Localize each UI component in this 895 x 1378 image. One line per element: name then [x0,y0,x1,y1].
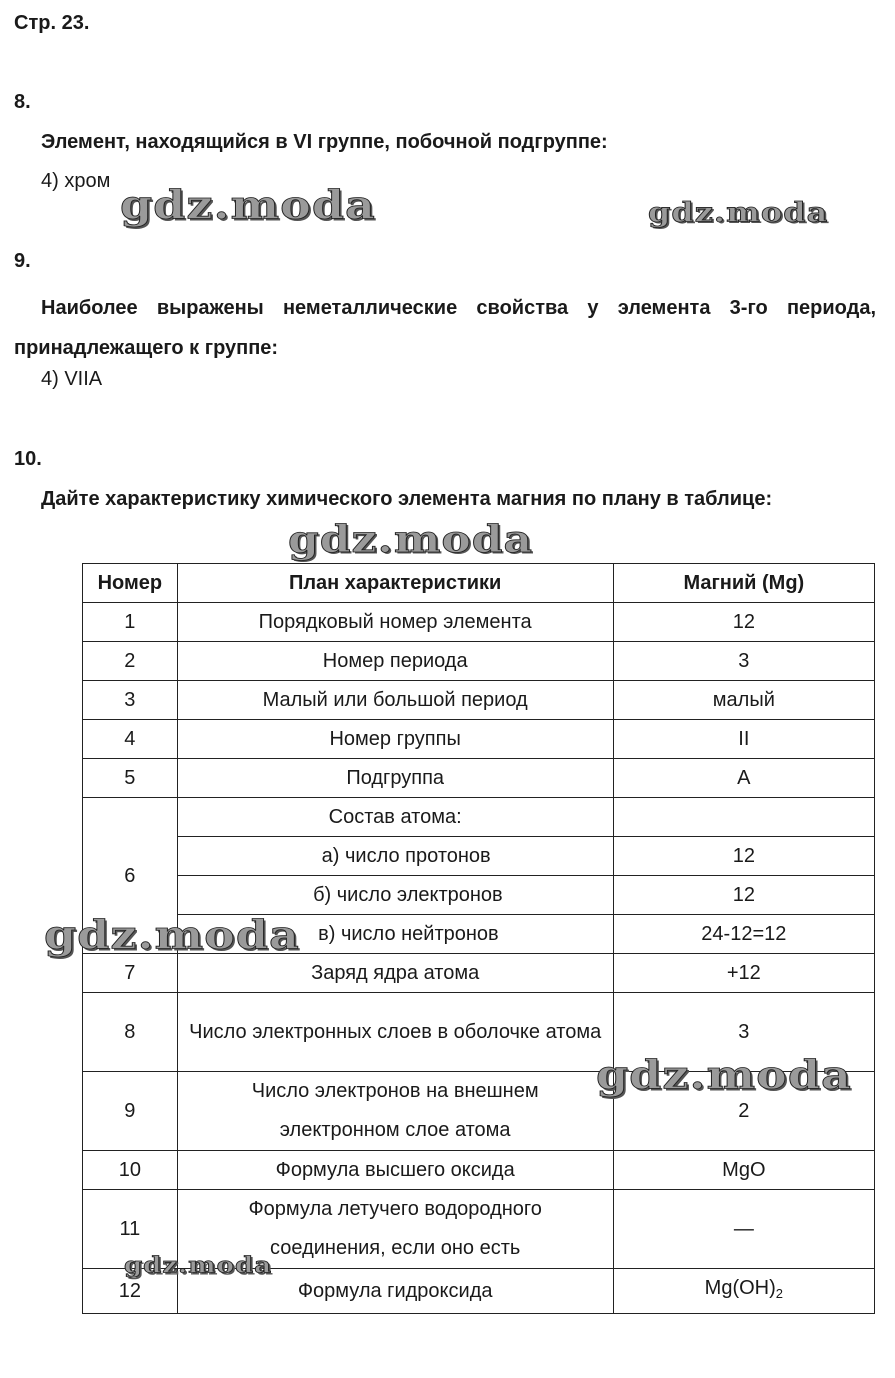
task-10-question: Дайте характеристику химического элемента магния по плану в таблице: [41,488,773,510]
table-row [83,1190,875,1269]
table-row [83,759,875,798]
row-number: 12 [83,1269,178,1314]
row-number: 1 [83,603,178,642]
task-8-question: Элемент, находящийся в VI группе, побочной подгруппе: [41,131,608,153]
row-value: MgO [613,1151,874,1190]
row-plan: Номер периода [177,642,613,681]
row-value: +12 [613,954,874,993]
row-plan: Число электронов на внешнем электронном слое атома [177,1072,613,1151]
table-row [83,954,875,993]
row-value: 3 [613,993,874,1072]
row-plan: Формула гидроксида [177,1269,613,1314]
task-8-number: 8. [14,91,31,113]
header-magnesium: Магний (Mg) [613,564,874,603]
row-number: 9 [83,1072,178,1151]
task-9-number: 9. [14,250,31,272]
row-plan: Формула летучего водородного соединения, если оно есть [177,1190,613,1269]
subrow-value: 12 [613,876,874,915]
subrow-plan: а) число протонов [177,837,613,876]
table-row [83,720,875,759]
task-10-number: 10. [14,448,42,470]
row-value: 2 [613,1072,874,1151]
table-row [83,1072,875,1151]
row-value: А [613,759,874,798]
watermark: gdz.moda [120,182,376,228]
row-plan: Подгруппа [177,759,613,798]
table-subrow [83,837,875,876]
page-reference: Стр. 23. [14,12,90,34]
table-row [83,681,875,720]
characteristics-table [82,563,875,1314]
header-number: Номер [83,564,178,603]
task-9-question: Наиболее выражены неметаллические свойства у элемента 3-го периода, принадлежащего к группе: [14,297,876,359]
watermark: gdz.moda [648,196,829,229]
row-value [613,798,874,837]
subrow-value: 24-12=12 [613,915,874,954]
table-row [83,603,875,642]
table-header-row [83,564,875,603]
row-plan: Число электронных слоев в оболочке атома [177,993,613,1072]
row-plan: Формула высшего оксида [177,1151,613,1190]
table-subrow [83,915,875,954]
hydroxide-subscript: 2 [775,1286,783,1301]
task-9-answer: 4) VIIA [41,368,103,390]
row-number: 2 [83,642,178,681]
table-row [83,1151,875,1190]
row-number: 10 [83,1151,178,1190]
row-value: 3 [613,642,874,681]
row-plan: Заряд ядра атома [177,954,613,993]
subrow-plan: в) число нейтронов [177,915,613,954]
row-number: 7 [83,954,178,993]
subrow-plan: б) число электронов [177,876,613,915]
table-row [83,1269,875,1314]
row-number: 6 [83,798,178,954]
row-value: — [613,1190,874,1269]
watermark: gdz.moda [288,518,534,562]
table-row [83,993,875,1072]
subrow-value: 12 [613,837,874,876]
row-number: 3 [83,681,178,720]
row-plan: Состав атома: [177,798,613,837]
row-number: 11 [83,1190,178,1269]
row-number: 8 [83,993,178,1072]
table-row [83,798,875,837]
watermark: gdz.moda [596,1052,852,1098]
row-value: II [613,720,874,759]
hydroxide-formula: Mg(OH) [704,1277,776,1299]
row-plan: Малый или большой период [177,681,613,720]
row-value: 12 [613,603,874,642]
row-plan: Номер группы [177,720,613,759]
row-number: 4 [83,720,178,759]
row-plan: Порядковый номер элемента [177,603,613,642]
task-8-answer: 4) хром [41,170,111,192]
table-row [83,642,875,681]
watermark: gdz.moda [124,1253,273,1279]
row-value: малый [613,681,874,720]
table-subrow [83,876,875,915]
header-plan: План характеристики [177,564,613,603]
watermark: gdz.moda [44,912,300,958]
row-number: 5 [83,759,178,798]
row-value [613,1269,874,1314]
